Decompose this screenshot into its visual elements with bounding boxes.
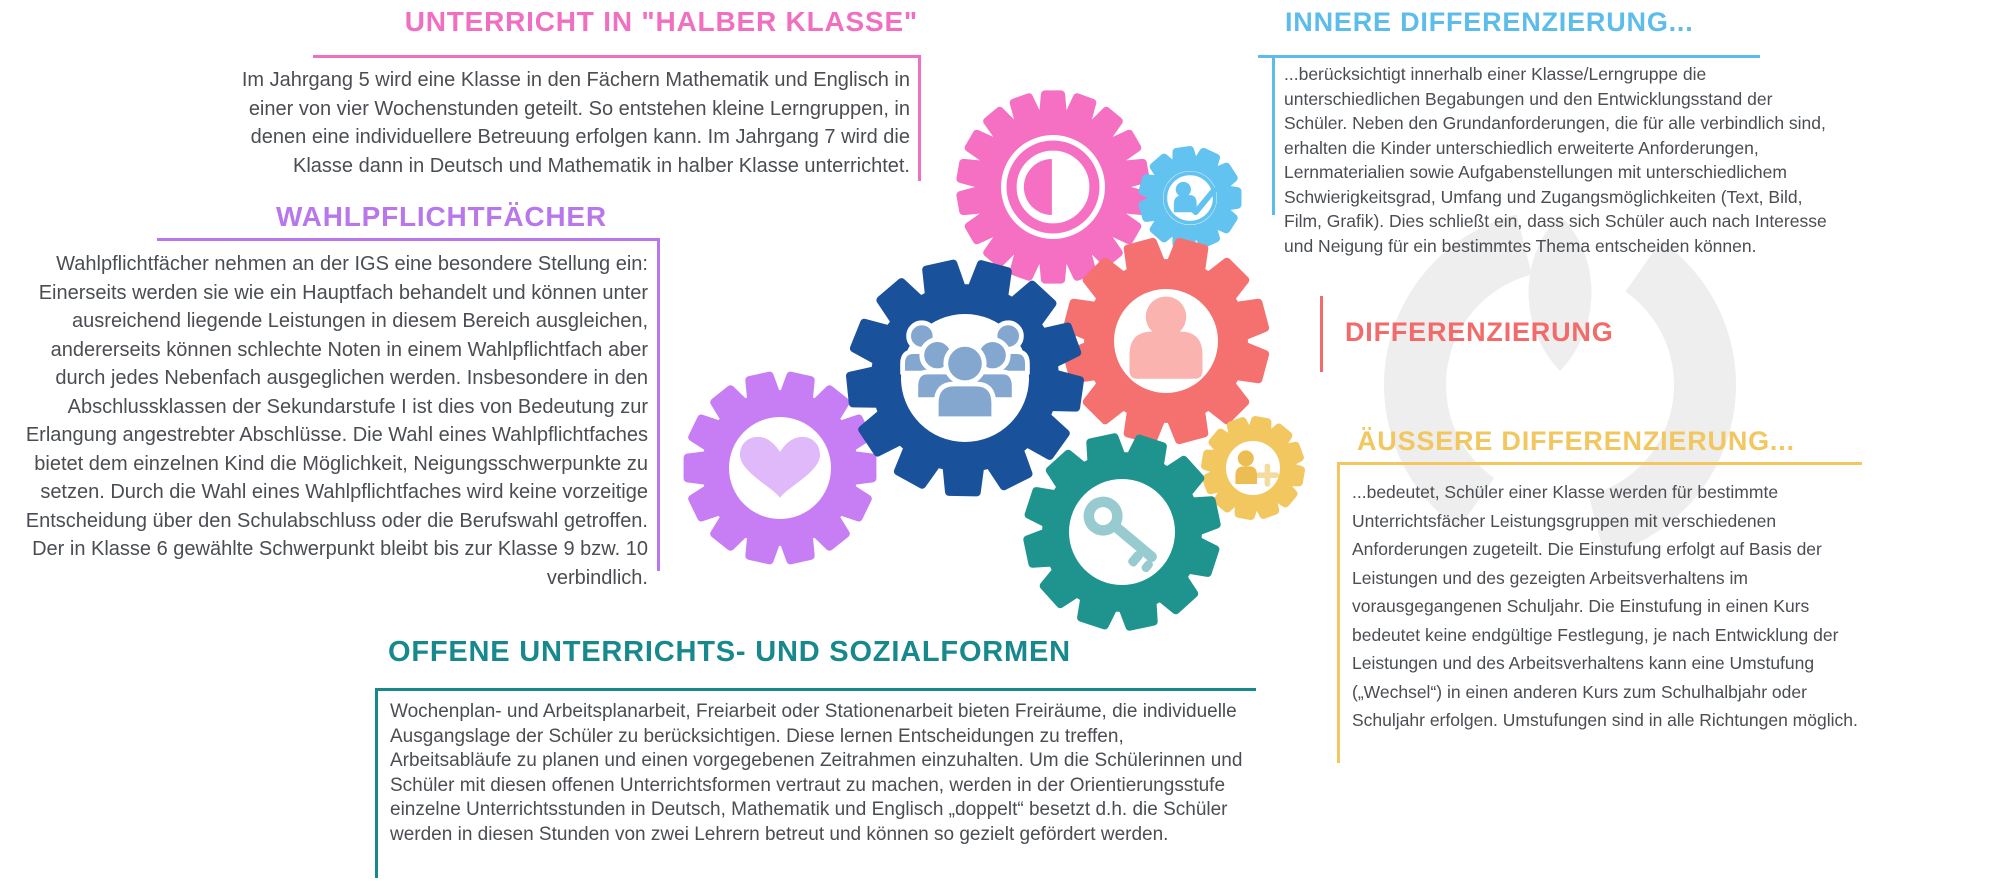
gear-light-blue xyxy=(1143,150,1238,246)
offene-title: OFFENE UNTERRICHTS- UND SOZIALFORMEN xyxy=(388,636,1071,668)
offene-text: Wochenplan- und Arbeitsplanarbeit, Freiarbeit oder Stationenarbeit bieten Freiräume, die individuelle Ausgangslage der Schüler zu berücksichtigen. Diese lernen Entscheidungen zu treffen, Arbeitsabläufe zu planen und einen vorgegebenen Zeitrahmen einzuhalten. Um die Schülerinnen und Schüler mit diesen offenen Unterrichtsformen vertraut zu machen, werden in der Orientierungsstufe einzelne Unterrichtsstunden in Deutsch, Mathematik und Englisch „doppelt“ besetzt d.h. die Schüler werden in diesen Stunden von zwei Lehrern betreut und können so gezielt gefördert werden. xyxy=(390,701,1243,845)
aeussere-title: ÄUSSERE DIFFERENZIERUNG... xyxy=(1357,426,1795,456)
gear-pink xyxy=(960,94,1145,279)
aeussere-text: ...bedeutet, Schüler einer Klasse werden für bestimmte Unterrichtsfächer Leistungsgruppen mit verschiedenen Anforderungen zugeteilt. Die Einstufung erfolgt auf Basis der Leistungen und des gezeigten Arbeitsverhaltens im vorausgegangenen Schuljahr. Die Einstufung in einen Kurs bedeutet keine endgültige Festlegung, je nach Entwicklung der Leistungen und des Arbeitsverhaltens kann eine Umstufung („Wechsel“) in einen anderen Kurs zum Schulhalbjahr oder Schuljahr erfolgen. Umstufungen sind in alle Richtungen möglich. xyxy=(1352,482,1858,730)
innere-title: INNERE DIFFERENZIERUNG... xyxy=(1285,7,1694,37)
gear-teal xyxy=(1027,437,1216,626)
gear-yellow xyxy=(1205,420,1301,516)
halbe-klasse-title: UNTERRICHT IN "HALBER KLASSE" xyxy=(404,6,918,37)
differenzierung-title: DIFFERENZIERUNG xyxy=(1345,317,1614,347)
gear-coral xyxy=(1067,242,1265,440)
wahlpflicht-title: WAHLPFLICHTFÄCHER xyxy=(276,201,607,232)
wahlpflicht-text: Wahlpflichtfächer nehmen an der IGS eine besondere Stellung ein: Einerseits werden sie wie ein Hauptfach behandelt und können unter ausreichend liegende Leistungen in diesem Bereich ausgleichen, andererseits können schlechte Noten in einem Wahlpflichtfach aber durch jedes Nebenfach ausgeglichen werden. Insbesondere in den Abschlussklassen der Sekundarstufe I ist dies von Bedeutung zur Erlangung angestrebter Abschlüsse. Die Wahl eines Wahlpflichtfaches bietet dem einzelnen Kind die Möglichkeit, Neigungsschwerpunkte zu setzen. Durch die Wahl eines Wahlpflichtfaches wird keine vorzeitige Entscheidung über den Schulabschluss oder die Berufswahl getroffen. Der in Klasse 6 gewählte Schwerpunkt bleibt bis zur Klasse 9 bzw. 10 verbindlich. xyxy=(25,253,648,589)
gear-dark-blue xyxy=(850,264,1080,493)
innere-text: ...berücksichtigt innerhalb einer Klasse/Lerngruppe die unterschiedlichen Begabungen und den Entwicklungsstand der Schüler. Neben den Grundanforderungen, die für alle verbindlich sind, erhalten die Kinder unterschiedlich erweiterte Anforderungen, Lernmaterialien sowie Aufgabenstellungen mit unterschiedlichem Schwierigkeitsgrad, Umfang und Zugangsmöglichkeiten (Text, Bild, Film, Grafik). Dies schließt ein, dass sich Schüler auch nach Interesse und Neigung für ein bestimmtes Thema entscheiden können. xyxy=(1284,64,1827,256)
halbe-klasse-text: Im Jahrgang 5 wird eine Klasse in den Fächern Mathematik und Englisch in einer von vier Wochenstunden geteilt. So entstehen kleine Lerngruppen, in denen eine individuellere Betreuung erfolgen kann. Im Jahrgang 7 wird die Klasse dann in Deutsch und Mathematik in halber Klasse unterrichtet. xyxy=(241,69,910,177)
gear-purple xyxy=(688,376,873,561)
